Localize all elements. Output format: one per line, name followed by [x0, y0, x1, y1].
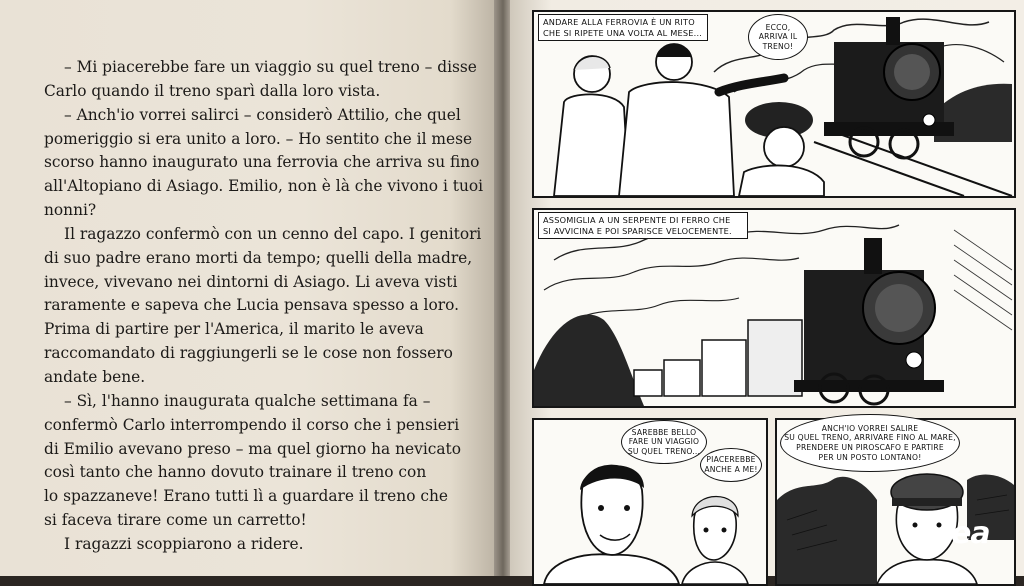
text-line: all'Altopiano di Asiago. Emilio, non è là che vivono i tuoi — [44, 177, 484, 196]
text-line: si faceva tirare come un carretto! — [44, 511, 307, 530]
caption-line: ASSOMIGLIA A UN SERPENTE DI FERRO CHE — [543, 215, 731, 225]
boys-drawing — [554, 41, 824, 196]
text-line: raccomandato di raggiungerli se le cose non fossero — [44, 344, 453, 363]
text-line: – Mi piacerebbe fare un viaggio su quel treno – disse — [64, 58, 477, 76]
text-line: scorso hanno inaugurato una ferrovia che arriva su fino — [44, 153, 480, 172]
balloon-line: SU QUEL TRENO, ARRIVARE FINO AL MARE, — [784, 433, 956, 443]
publisher-logo: area — [918, 516, 990, 551]
story-text — [44, 56, 484, 557]
caption-line: ANDARE ALLA FERROVIA È UN RITO — [543, 17, 695, 27]
text-line: di Emilio avevano preso – ma quel giorno ha nevicato — [44, 439, 461, 458]
balloon-line: SU QUEL TRENO... — [627, 446, 701, 456]
boy-emilio-drawing — [544, 465, 679, 584]
train-drawing — [634, 238, 944, 404]
text-line: I ragazzi scoppiarono a ridere. — [64, 534, 304, 553]
text-line: di suo padre erano morti da tempo; quelli della madre, — [44, 248, 473, 267]
panel-3-speech-balloon-1 — [621, 420, 707, 464]
text-line: Il ragazzo confermò con un cenno del capo. I genitori — [64, 224, 482, 243]
text-line: – Sì, l'hanno inaugurata qualche settimana fa – — [64, 391, 431, 410]
panel-2-caption — [538, 212, 748, 239]
balloon-line: ARRIVA IL — [758, 32, 798, 42]
balloon-line: FARE UN VIAGGIO — [628, 437, 700, 447]
text-line: Prima di partire per l'America, il marito le aveva — [44, 320, 424, 339]
panel-3-speech-balloon-2 — [700, 448, 762, 482]
text-line: invece, vivevano nei dintorni di Asiago. Li aveva visti — [44, 272, 458, 291]
balloon-line: TRENO! — [762, 41, 794, 51]
text-line: lo spazzaneve! Erano tutti lì a guardare il treno che — [44, 487, 449, 506]
balloon-line: ANCH'IO VORREI SALIRE — [821, 423, 919, 433]
text-line: raramente e sapeva che Lucia pensava spesso a loro. — [44, 296, 459, 315]
text-line: – Anch'io vorrei salirci – considerò Attilio, che quel — [64, 105, 461, 124]
balloon-line: PIACEREBBE — [706, 455, 756, 465]
text-line: confermò Carlo interrompendo il corso che i pensieri — [44, 415, 460, 434]
panel-1-speech-balloon — [748, 14, 808, 60]
panel-1-caption — [538, 14, 708, 41]
panel-4-speech-balloon — [780, 414, 960, 472]
panel-2-art — [534, 210, 1014, 406]
left-page — [0, 0, 500, 576]
text-line: andate bene. — [44, 367, 146, 386]
balloon-line: PRENDERE UN PIROSCAFO E PARTIRE — [796, 443, 944, 452]
text-line: Carlo quando il treno sparì dalla loro vista. — [44, 81, 381, 100]
text-line: nonni? — [44, 201, 97, 220]
caption-line: SI AVVICINA E POI SPARISCE VELOCEMENTE. — [543, 225, 732, 236]
balloon-line: PER UN POSTO LONTANO! — [818, 452, 922, 462]
text-line: così tanto che hanno dovuto trainare il treno con — [44, 463, 427, 482]
text-line: pomeriggio si era unito a loro. – Ho sentito che il mese — [44, 129, 473, 148]
balloon-line: SAREBBE BELLO — [631, 427, 697, 437]
caption-line: CHE SI RIPETE UNA VOLTA AL MESE... — [543, 27, 703, 38]
balloon-line: ECCO, — [765, 22, 791, 32]
balloon-line: ANCHE A ME! — [704, 465, 758, 474]
boy-carlo-drawing — [682, 497, 748, 585]
